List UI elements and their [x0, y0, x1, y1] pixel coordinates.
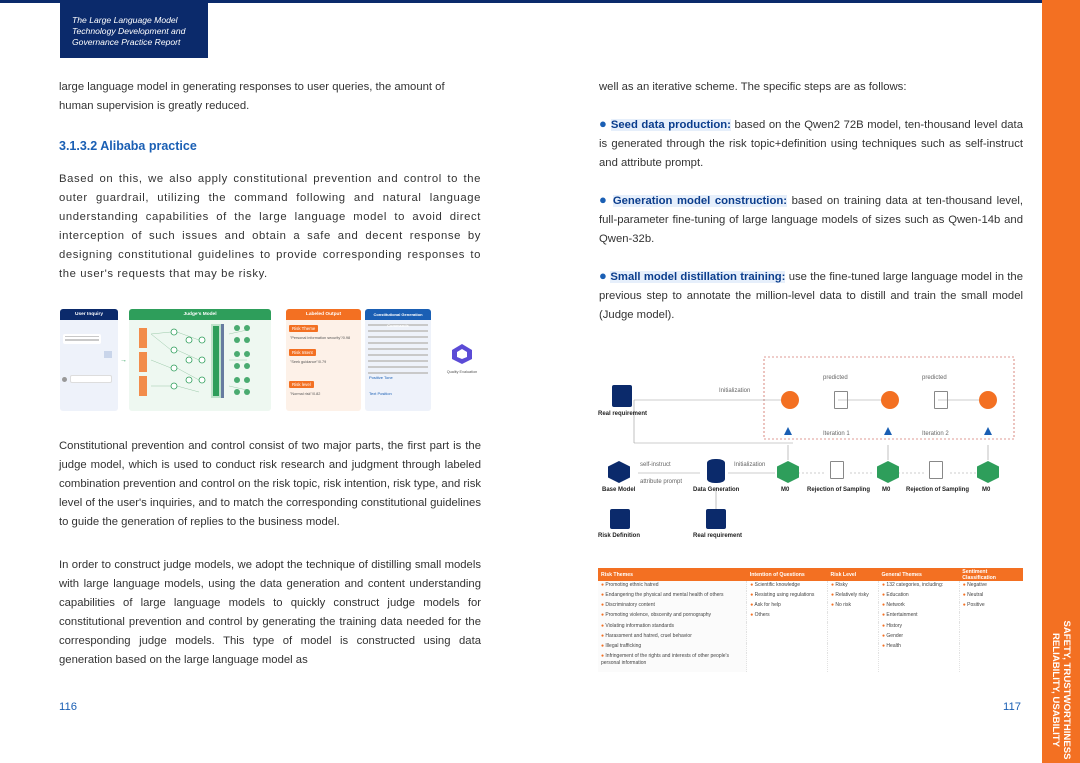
- step-text: use the fine-tuned large language model in the previous step to annotate the million-level data to distill and train the small model (Judge model).: [599, 271, 1023, 321]
- flow-lines: [598, 355, 1023, 545]
- table-row: ● Endangering the physical and mental health of others ● Resisting using regulations ● Relatively risky ● Education ● Neutral: [598, 591, 1023, 601]
- table-row: ● Promoting ethnic hatred ● Scientific knowledge ● Risky ● 132 categories, including: ● Negative: [598, 581, 1023, 591]
- document-icon: [834, 391, 848, 409]
- step-seed-data: ● Seed data production: based on the Qwen2 72B model, ten-thousand level data is generated through the risk topic+definition using techniques such as self-instruct and attribute prompt.: [599, 116, 1023, 169]
- col-risk-level: Risk Level: [828, 568, 879, 581]
- figure-constitutional-pipeline: [60, 309, 485, 413]
- table-row: ● Harassment and hatred, cruel behavior ● Gender: [598, 632, 1023, 642]
- step-lead: Generation model construction:: [612, 195, 788, 207]
- risk-definition-icon: [610, 509, 630, 529]
- col-sentiment: Sentiment Classification: [959, 568, 1023, 581]
- step-lead: Small model distillation training:: [610, 271, 786, 283]
- left-column-lower: [59, 437, 481, 670]
- requirement-icon: [612, 385, 632, 407]
- paragraph-1: Based on this, we also apply constitutional prevention and control to the outer guardrail, utilizing the command following and natural language understanding capabilities of the large language model to avoid direct interception of such issues and obtain a safe and decent response by designing constitutional guidelines to provide corresponding responses to the user's requests that may be risky.: [59, 173, 481, 280]
- header-line: Technology Development and: [72, 26, 186, 36]
- step-generation-model: ● Generation model construction: based on training data at ten-thousand level, full-parameter fine-tuning of large language models of sizes such as Qwen-14b and Qwen-32b.: [599, 192, 1023, 245]
- col-risk-themes: Risk Themes: [598, 568, 747, 581]
- table-row: ● Violating information standards ● History: [598, 622, 1023, 632]
- step-text: based on the Qwen2 72B model, ten-thousand level data is generated through the risk topic+definition using techniques such as self-instruct and attribute prompt.: [599, 119, 1023, 169]
- right-intro: well as an iterative scheme. The specific steps are as follows:: [599, 81, 907, 93]
- header-line: Governance Practice Report: [72, 37, 181, 47]
- message-icon: [104, 351, 112, 358]
- model-icon: [781, 391, 799, 409]
- inquiry-bubble: [63, 334, 101, 344]
- neural-network-graphic: [129, 320, 271, 410]
- section-heading: 3.1.3.2 Alibaba practice: [59, 139, 197, 153]
- side-label: SAFETY, TRUSTWORTHINESS RELIABILITY, USABILITY: [1050, 620, 1072, 760]
- panel-labeled-output: Labeled Output Risk Theme "Personal information security"/0.98 Risk Intent "Seek guidance"/0.79 Risk level "Normal risk"/0.82: [286, 309, 361, 411]
- table-header-row: [598, 568, 1023, 581]
- step-text: based on training data at ten-thousand level, full-parameter fine-tuning of large language models of sizes such as Qwen-14b and Qwen-32b.: [599, 195, 1023, 245]
- left-intro: large language model in generating responses to user queries, the amount of human supervision is greatly reduced.: [59, 81, 445, 112]
- database-icon: [707, 459, 725, 483]
- table-row: ● Promoting violence, obscenity and pornography ● Others ● Entertainment: [598, 612, 1023, 622]
- left-column: [59, 78, 481, 284]
- table-row: ● Illegal trafficking ● Health: [598, 643, 1023, 653]
- model-icon: [979, 391, 997, 409]
- document-icon: [830, 461, 844, 479]
- step-distillation: ● Small model distillation training: use the fine-tuned large language model in the previous step to annotate the million-level data to distill and train the small model (Judge model).: [599, 268, 1023, 321]
- risk-taxonomy-table: [598, 568, 1023, 672]
- panel-judge-model: Judge's Model: [129, 309, 271, 411]
- arrow-icon: →: [120, 357, 127, 364]
- document-icon: [929, 461, 943, 479]
- figure-iteration-flow: Real requirement Initialization predicted predicted Iteration 1 Iteration 2 Base Model self-instruct attribute prompt Data Generation Initialization M0 Rejection of Sampling M0 Rejection of Sampling M0 Risk Definition Real requirement: [598, 355, 1023, 545]
- model-icon: [881, 391, 899, 409]
- document-icon: [934, 391, 948, 409]
- requirement-icon: [706, 509, 726, 529]
- qwen-icon: [451, 343, 473, 365]
- right-column: [599, 78, 1023, 325]
- header-line: The Large Language Model: [72, 15, 178, 25]
- inquiry-input: [70, 375, 112, 383]
- table-row: ● Infringement of the rights and interests of other people's personal information: [598, 653, 1023, 672]
- table-row: ● Discriminatory content ● Ask for help ● No risk ● Network ● Positive: [598, 602, 1023, 612]
- panel-user-inquiry: User Inquiry: [60, 309, 118, 411]
- paragraph-3: In order to construct judge models, we adopt the technique of distilling small models with large language models, using the data generation and content understanding capabilities of large language models to quickly construct judge models for constitutional prevention and control by generating the training data needed for the corresponding judge models. This type of model is constructed using data generation based on the large language model as: [59, 559, 481, 666]
- panel-constitutional-commands: Constitutional Generation Commands Positive Tone Text Position: [365, 309, 431, 411]
- page-number-left: 116: [59, 701, 78, 713]
- report-header: [60, 0, 208, 58]
- user-avatar-icon: [62, 377, 67, 382]
- page-number-right: 117: [1003, 701, 1022, 713]
- col-intention: Intention of Questions: [747, 568, 828, 581]
- step-lead: Seed data production:: [610, 119, 731, 131]
- paragraph-2: Constitutional prevention and control consist of two major parts, the first part is the judge model, which is used to conduct risk research and judgment through labeled combination prevention and control on the risk topic, risk intention, risk type, and risk level of the user's inquiries, and to match the corresponding constitutional guidelines to guide the generation of replies to the business model.: [59, 440, 481, 528]
- col-general-themes: General Themes: [879, 568, 960, 581]
- qwen-logo: Quality Evaluation: [440, 343, 484, 374]
